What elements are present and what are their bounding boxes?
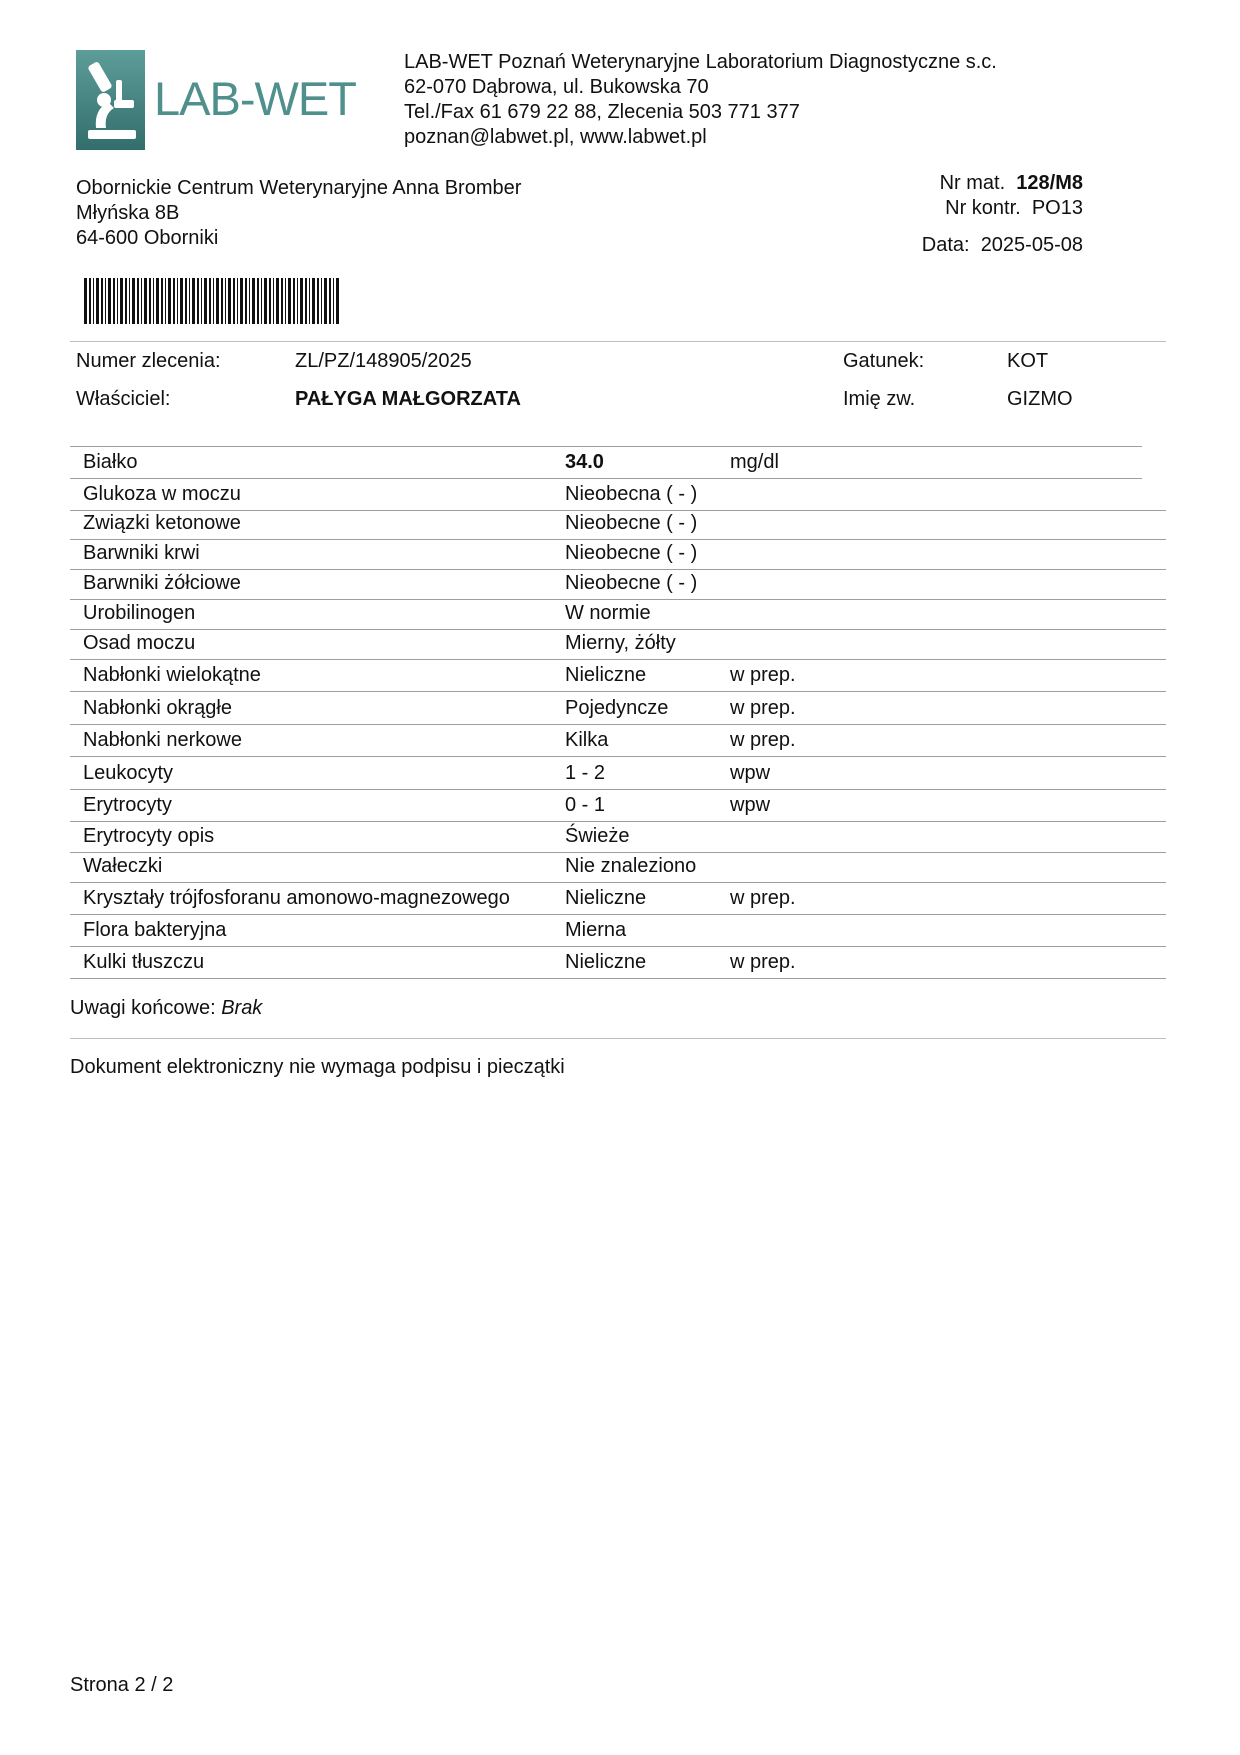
date-row: Data: 2025-05-08 bbox=[921, 234, 1083, 256]
result-row bbox=[70, 478, 1166, 511]
page-number: Strona 2 / 2 bbox=[70, 1674, 174, 1696]
barcode-bar bbox=[201, 278, 202, 324]
result-unit: wpw bbox=[730, 761, 771, 784]
barcode-bar bbox=[312, 278, 315, 324]
barcode-bar bbox=[125, 278, 127, 324]
barcode-bar bbox=[273, 278, 274, 324]
barcode-bar bbox=[189, 278, 190, 324]
result-value: Mierna bbox=[565, 918, 627, 941]
order-number-label: Numer zlecenia: bbox=[76, 350, 221, 372]
divider bbox=[70, 341, 1166, 342]
barcode-bar bbox=[225, 278, 226, 324]
result-name: Białko bbox=[83, 450, 138, 473]
barcode-bar bbox=[249, 278, 250, 324]
result-name: Kryształy trójfosforanu amonowo-magnezowego bbox=[83, 886, 510, 909]
result-name: Nabłonki wielokątne bbox=[83, 663, 261, 686]
result-unit: mg/dl bbox=[730, 450, 779, 473]
divider bbox=[70, 1038, 1166, 1039]
microscope-logo-icon bbox=[76, 50, 145, 150]
owner-label: Właściciel: bbox=[76, 388, 171, 410]
result-name: Osad moczu bbox=[83, 631, 196, 654]
barcode-bar bbox=[173, 278, 175, 324]
barcode-bar bbox=[233, 278, 235, 324]
result-unit: wpw bbox=[730, 793, 771, 816]
barcode-bar bbox=[276, 278, 279, 324]
result-name: Związki ketonowe bbox=[83, 511, 241, 534]
date-value: 2025-05-08 bbox=[980, 234, 1083, 256]
barcode-bar bbox=[336, 278, 339, 324]
result-value: Nieobecna ( - ) bbox=[565, 482, 698, 505]
barcode-bar bbox=[261, 278, 262, 324]
result-value: 34.0 bbox=[565, 450, 604, 473]
barcode-bar bbox=[237, 278, 238, 324]
barcode-bar bbox=[180, 278, 183, 324]
barcode-bar bbox=[221, 278, 223, 324]
result-value: Nieobecne ( - ) bbox=[565, 511, 698, 534]
species-value: KOT bbox=[1007, 350, 1049, 372]
barcode-bar bbox=[108, 278, 111, 324]
barcode-bar bbox=[105, 278, 106, 324]
barcode-bar bbox=[257, 278, 259, 324]
client-address-block bbox=[76, 176, 521, 251]
result-row bbox=[70, 947, 1166, 979]
result-value: Świeże bbox=[565, 824, 630, 847]
barcode-bar bbox=[204, 278, 207, 324]
result-row bbox=[70, 757, 1166, 790]
barcode-bar bbox=[93, 278, 94, 324]
lab-contact: poznan@labwet.pl, www.labwet.pl bbox=[404, 126, 707, 148]
barcode-bar bbox=[101, 278, 103, 324]
barcode-bar bbox=[264, 278, 267, 324]
result-value: Nieliczne bbox=[565, 950, 647, 973]
result-value: Kilka bbox=[565, 728, 609, 751]
barcode-bar bbox=[213, 278, 214, 324]
result-value: Pojedyncze bbox=[565, 696, 669, 719]
result-value: Nieobecne ( - ) bbox=[565, 541, 698, 564]
species-label: Gatunek: bbox=[843, 350, 925, 372]
barcode-bar bbox=[129, 278, 130, 324]
result-row bbox=[70, 822, 1166, 853]
barcode-bar bbox=[113, 278, 115, 324]
result-row bbox=[70, 600, 1166, 630]
result-value: Nie znaleziono bbox=[565, 854, 697, 877]
barcode-bar bbox=[153, 278, 154, 324]
lab-address-block bbox=[404, 50, 997, 150]
result-name: Nabłonki okrągłe bbox=[83, 696, 232, 719]
barcode-bar bbox=[240, 278, 243, 324]
barcode-bar bbox=[144, 278, 147, 324]
barcode-bar bbox=[309, 278, 310, 324]
result-name: Kulki tłuszczu bbox=[83, 950, 205, 973]
order-number-value: ZL/PZ/148905/2025 bbox=[295, 350, 472, 372]
result-unit: w prep. bbox=[730, 950, 796, 973]
nr-mat-row: Nr mat. 128/M8 bbox=[939, 172, 1083, 194]
barcode-bar bbox=[156, 278, 159, 324]
barcode-bar bbox=[285, 278, 286, 324]
result-row bbox=[70, 660, 1166, 692]
result-row bbox=[70, 883, 1166, 915]
final-remarks-value: Brak bbox=[221, 997, 263, 1019]
lab-phone: Tel./Fax 61 679 22 88, Zlecenia 503 771 377 bbox=[404, 101, 800, 123]
result-name: Barwniki żółciowe bbox=[83, 571, 241, 594]
barcode-bar bbox=[137, 278, 139, 324]
result-row bbox=[70, 446, 1142, 479]
pet-name-label: Imię zw. bbox=[843, 388, 916, 410]
owner-value: PAŁYGA MAŁGORZATA bbox=[295, 388, 521, 410]
result-value: 0 - 1 bbox=[565, 793, 606, 816]
result-row bbox=[70, 790, 1166, 822]
result-name: Glukoza w moczu bbox=[83, 482, 241, 505]
barcode-bar bbox=[245, 278, 247, 324]
result-row bbox=[70, 511, 1166, 540]
client-name: Obornickie Centrum Weterynaryjne Anna Bromber bbox=[76, 177, 522, 199]
barcode-bar bbox=[96, 278, 99, 324]
electronic-document-note: Dokument elektroniczny nie wymaga podpisu i pieczątki bbox=[70, 1056, 565, 1078]
barcode-bar bbox=[185, 278, 187, 324]
barcode-bar bbox=[89, 278, 91, 324]
result-name: Barwniki krwi bbox=[83, 541, 200, 564]
result-name: Erytrocyty opis bbox=[83, 824, 215, 847]
result-unit: w prep. bbox=[730, 663, 796, 686]
barcode-bar bbox=[317, 278, 319, 324]
result-row bbox=[70, 570, 1166, 600]
result-unit: w prep. bbox=[730, 696, 796, 719]
result-value: Nieliczne bbox=[565, 886, 647, 909]
client-city: 64-600 Oborniki bbox=[76, 227, 219, 249]
barcode-bar bbox=[300, 278, 303, 324]
result-name: Erytrocyty bbox=[83, 793, 172, 816]
barcode-bar bbox=[120, 278, 123, 324]
result-value: W normie bbox=[565, 601, 651, 624]
barcode-bar bbox=[165, 278, 166, 324]
barcode-bar bbox=[141, 278, 142, 324]
barcode-bar bbox=[269, 278, 271, 324]
barcode-bar bbox=[84, 278, 87, 324]
nr-kontr-value: PO13 bbox=[1031, 197, 1083, 219]
barcode-bar bbox=[216, 278, 219, 324]
barcode-bar bbox=[333, 278, 334, 324]
sample-meta-block bbox=[922, 171, 1083, 258]
result-value: 1 - 2 bbox=[565, 761, 606, 784]
lab-address: 62-070 Dąbrowa, ul. Bukowska 70 bbox=[404, 76, 709, 98]
nr-mat-value: 128/M8 bbox=[1016, 172, 1083, 194]
barcode-bar bbox=[149, 278, 151, 324]
lab-name: LAB-WET Poznań Weterynaryjne Laboratorium Diagnostyczne s.c. bbox=[404, 51, 997, 73]
barcode-bar bbox=[168, 278, 171, 324]
result-value: Nieliczne bbox=[565, 663, 647, 686]
nr-kontr-row: Nr kontr. PO13 bbox=[945, 197, 1083, 219]
barcode-image bbox=[84, 278, 340, 324]
result-row bbox=[70, 725, 1166, 757]
barcode-bar bbox=[293, 278, 295, 324]
barcode-bar bbox=[281, 278, 283, 324]
barcode-bar bbox=[329, 278, 331, 324]
result-row bbox=[70, 540, 1166, 570]
barcode-bar bbox=[297, 278, 298, 324]
barcode-bar bbox=[192, 278, 195, 324]
result-unit: w prep. bbox=[730, 728, 796, 751]
barcode-bar bbox=[209, 278, 211, 324]
final-remarks: Uwagi końcowe: Brak bbox=[70, 997, 263, 1019]
result-name: Wałeczki bbox=[83, 854, 163, 877]
result-row bbox=[70, 915, 1166, 947]
barcode-bar bbox=[252, 278, 255, 324]
result-value: Nieobecne ( - ) bbox=[565, 571, 698, 594]
result-row bbox=[70, 630, 1166, 660]
barcode-bar bbox=[117, 278, 118, 324]
barcode-bar bbox=[161, 278, 163, 324]
barcode-bar bbox=[132, 278, 135, 324]
barcode-bar bbox=[305, 278, 307, 324]
client-street: Młyńska 8B bbox=[76, 202, 180, 224]
barcode-bar bbox=[177, 278, 178, 324]
pet-name-value: GIZMO bbox=[1007, 388, 1073, 410]
result-row bbox=[70, 853, 1166, 883]
result-name: Nabłonki nerkowe bbox=[83, 728, 242, 751]
barcode-bar bbox=[288, 278, 291, 324]
result-value: Mierny, żółty bbox=[565, 631, 676, 654]
result-row bbox=[70, 692, 1166, 725]
barcode-bar bbox=[228, 278, 231, 324]
result-name: Urobilinogen bbox=[83, 601, 196, 624]
result-unit: w prep. bbox=[730, 886, 796, 909]
logo-wordmark: LAB-WET bbox=[154, 72, 356, 125]
result-name: Flora bakteryjna bbox=[83, 918, 227, 941]
barcode-bar bbox=[197, 278, 199, 324]
barcode-bar bbox=[321, 278, 322, 324]
result-name: Leukocyty bbox=[83, 761, 174, 784]
barcode-bar bbox=[324, 278, 327, 324]
